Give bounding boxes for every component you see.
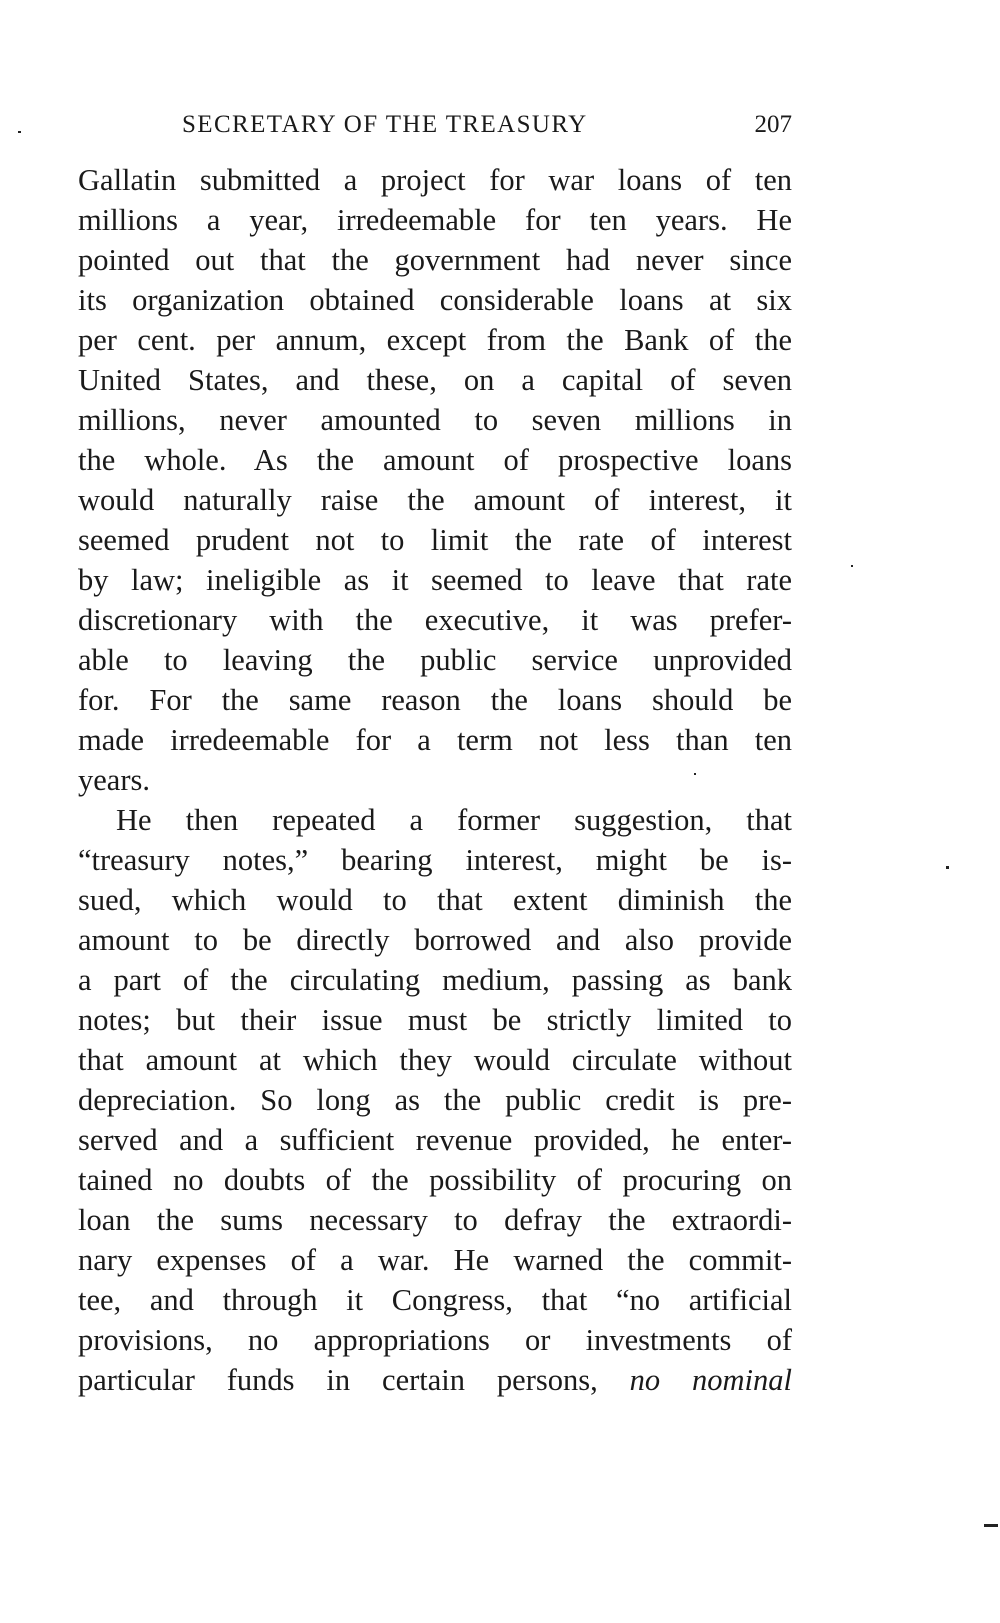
text-line: by law; ineligible as it seemed to leave that rate	[78, 563, 792, 597]
text-line: Gallatin submitted a project for war loans of ten	[78, 163, 792, 197]
text-line: loan the sums necessary to defray the extraordi-	[78, 1203, 792, 1237]
text-line: that amount at which they would circulate without	[78, 1043, 792, 1077]
text-line: made irredeemable for a term not less than ten	[78, 723, 792, 757]
text-line: notes; but their issue must be strictly limited to	[78, 1003, 792, 1037]
text-line-final	[78, 1360, 792, 1400]
text-line: nary expenses of a war. He warned the commit-	[78, 1243, 792, 1277]
text-line: its organization obtained considerable loans at six	[78, 283, 792, 317]
text-line: millions a year, irredeemable for ten years. He	[78, 203, 792, 237]
text-line: “treasury notes,” bearing interest, might be is-	[78, 843, 792, 877]
text-line: served and a sufficient revenue provided, he enter-	[78, 1123, 792, 1157]
text-italic: no nominal	[629, 1363, 792, 1397]
text-line: sued, which would to that extent diminish the	[78, 883, 792, 917]
text-line: would naturally raise the amount of interest, it	[78, 483, 792, 517]
body-text	[78, 160, 792, 1400]
text-line: able to leaving the public service unprovided	[78, 643, 792, 677]
scan-speck	[694, 773, 696, 775]
text-line: discretionary with the executive, it was prefer-	[78, 603, 792, 637]
text-line: pointed out that the government had never since	[78, 243, 792, 277]
text-line: United States, and these, on a capital of seven	[78, 363, 792, 397]
paragraph-2	[78, 800, 792, 1400]
text-line: He then repeated a former suggestion, that	[116, 803, 792, 837]
text-roman: particular funds in certain persons,	[78, 1363, 630, 1397]
running-head	[78, 108, 792, 142]
text-line: depreciation. So long as the public credit is pre-	[78, 1083, 792, 1117]
scan-speck	[946, 866, 949, 869]
scan-speck	[851, 565, 853, 567]
text-line: per cent. per annum, except from the Bank of the	[78, 323, 792, 357]
running-head-title: SECRETARY OF THE TREASURY	[182, 111, 588, 138]
text-line: for. For the same reason the loans should be	[78, 683, 792, 717]
scan-speck	[18, 131, 21, 133]
paragraph-1	[78, 160, 792, 800]
text-line: tee, and through it Congress, that “no artificial	[78, 1283, 792, 1317]
text-line: amount to be directly borrowed and also provide	[78, 923, 792, 957]
scan-edge-mark	[984, 1524, 998, 1527]
text-line: the whole. As the amount of prospective loans	[78, 443, 792, 477]
page-number: 207	[754, 111, 792, 138]
text-line: millions, never amounted to seven millions in	[78, 403, 792, 437]
text-line: a part of the circulating medium, passing as bank	[78, 963, 792, 997]
text-line: seemed prudent not to limit the rate of interest	[78, 523, 792, 557]
text-line: tained no doubts of the possibility of procuring on	[78, 1163, 792, 1197]
text-line: provisions, no appropriations or investments of	[78, 1323, 792, 1357]
text-line: years.	[78, 763, 150, 797]
